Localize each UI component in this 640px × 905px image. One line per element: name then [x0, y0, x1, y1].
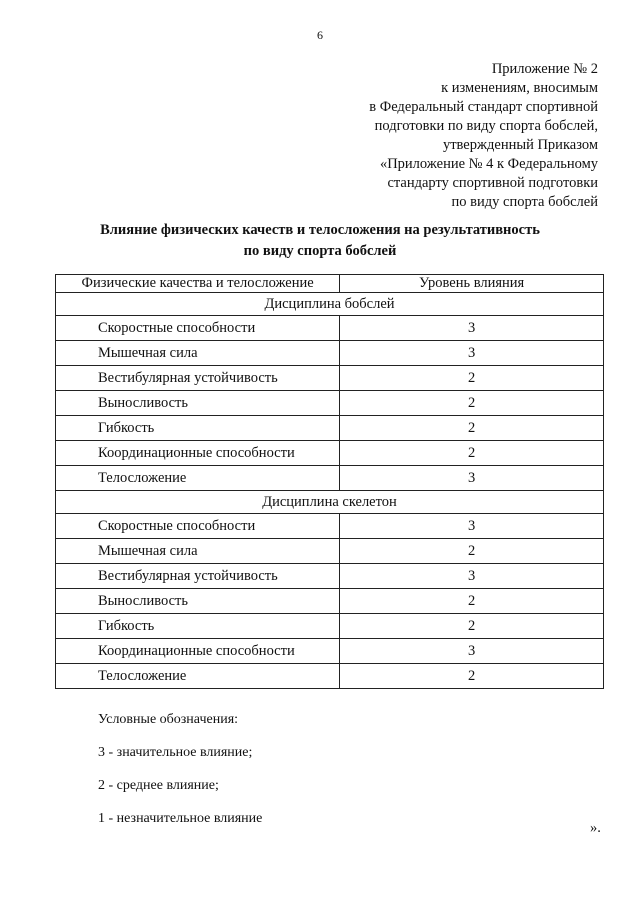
level-cell: 2 [340, 366, 604, 391]
table-row [56, 514, 604, 539]
level-cell: 2 [340, 589, 604, 614]
table-header-row [56, 275, 604, 293]
annex-line: стандарту спортивной подготовки [387, 175, 598, 191]
level-cell: 2 [340, 416, 604, 441]
section-row [56, 491, 604, 514]
quality-cell: Телосложение [56, 466, 340, 491]
annex-line: в Федеральный стандарт спортивной [369, 99, 598, 115]
level-cell: 3 [340, 341, 604, 366]
annex-line: подготовки по виду спорта бобслей, [374, 118, 598, 134]
header-level: Уровень влияния [340, 275, 604, 293]
document-title [0, 220, 640, 262]
quality-cell: Вестибулярная устойчивость [56, 564, 340, 589]
annex-line: утвержденный Приказом [442, 137, 598, 153]
annex-line: по виду спорта бобслей [451, 194, 598, 210]
quality-cell: Выносливость [56, 589, 340, 614]
table-row [56, 664, 604, 689]
level-cell: 2 [340, 441, 604, 466]
level-cell: 3 [340, 564, 604, 589]
quality-cell: Мышечная сила [56, 539, 340, 564]
quality-cell: Телосложение [56, 664, 340, 689]
table-row [56, 589, 604, 614]
annex-header [298, 60, 598, 212]
section-skeleton: Дисциплина скелетон [56, 491, 604, 514]
annex-line: к изменениям, вносимым [441, 80, 598, 96]
title-line: Влияние физических качеств и телосложения на результативность [100, 222, 540, 238]
section-row [56, 293, 604, 316]
quality-cell: Скоростные способности [56, 316, 340, 341]
annex-line: Приложение № 2 [491, 61, 598, 77]
table-row [56, 614, 604, 639]
table-row [56, 564, 604, 589]
level-cell: 3 [340, 639, 604, 664]
level-cell: 2 [340, 664, 604, 689]
closing-quote: ». [590, 820, 601, 836]
quality-cell: Гибкость [56, 416, 340, 441]
annex-line: «Приложение № 4 к Федеральному [379, 156, 598, 172]
page-number: 6 [317, 28, 323, 42]
quality-cell: Скоростные способности [56, 514, 340, 539]
table-row [56, 539, 604, 564]
table-row [56, 391, 604, 416]
legend-item: 3 - значительное влияние; [98, 745, 253, 760]
quality-cell: Координационные способности [56, 639, 340, 664]
quality-cell: Координационные способности [56, 441, 340, 466]
header-quality: Физические качества и телосложение [56, 275, 340, 293]
table-row [56, 341, 604, 366]
section-bobsleigh: Дисциплина бобслей [56, 293, 604, 316]
level-cell: 3 [340, 466, 604, 491]
table-row [56, 639, 604, 664]
quality-cell: Гибкость [56, 614, 340, 639]
table-row [56, 316, 604, 341]
title-line: по виду спорта бобслей [243, 243, 397, 259]
level-cell: 3 [340, 514, 604, 539]
level-cell: 3 [340, 316, 604, 341]
quality-cell: Выносливость [56, 391, 340, 416]
legend-item: 2 - среднее влияние; [98, 778, 219, 793]
legend [98, 712, 262, 844]
table-row [56, 366, 604, 391]
table-row [56, 441, 604, 466]
legend-title: Условные обозначения: [98, 712, 239, 727]
quality-cell: Вестибулярная устойчивость [56, 366, 340, 391]
legend-item: 1 - незначительное влияние [98, 811, 263, 826]
level-cell: 2 [340, 391, 604, 416]
quality-cell: Мышечная сила [56, 341, 340, 366]
table-row [56, 466, 604, 491]
level-cell: 2 [340, 614, 604, 639]
table-row [56, 416, 604, 441]
influence-table [55, 274, 604, 689]
level-cell: 2 [340, 539, 604, 564]
